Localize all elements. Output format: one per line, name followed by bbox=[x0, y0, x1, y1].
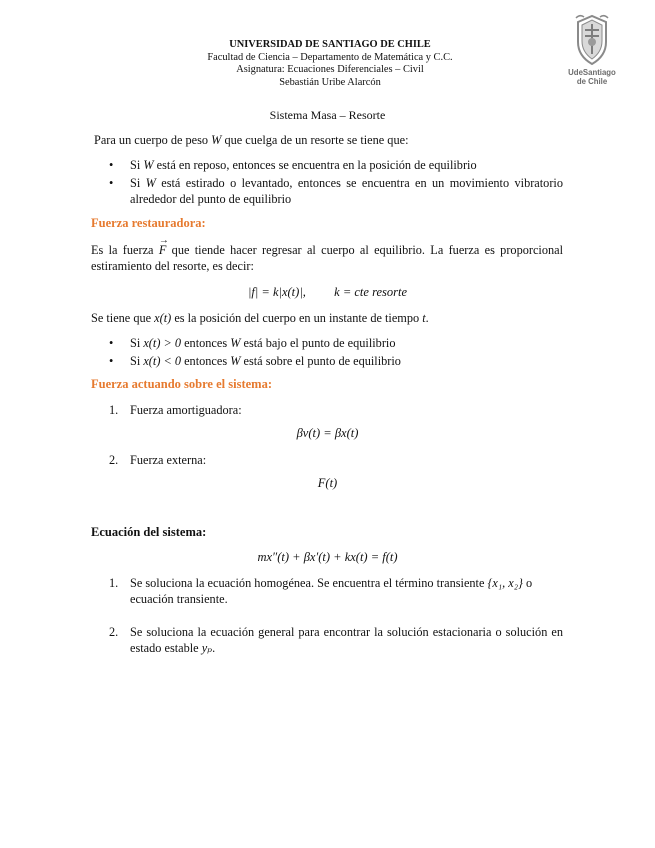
system-equation: mx″(t) + βx′(t) + kx(t) = f(t) bbox=[257, 550, 398, 564]
university-crest-icon bbox=[572, 12, 612, 68]
document-header bbox=[130, 39, 530, 89]
logo-text-line1: UdeSantiago bbox=[568, 68, 616, 77]
damping-equation: βv(t) = βx(t) bbox=[296, 426, 359, 440]
force-vector-var: → F bbox=[158, 235, 169, 257]
force-item-damping: 1. Fuerza amortiguadora: bbox=[109, 403, 242, 417]
course-line: Asignatura: Ecuaciones Diferenciales – Civil bbox=[236, 64, 424, 76]
logo-text-line2: de Chile bbox=[576, 77, 608, 86]
list-item: • Si x(t) < 0 entonces W está sobre el punto de equilibrio bbox=[91, 353, 563, 369]
hooke-equation: |f| = k|x(t)|, k = cte resorte bbox=[247, 285, 408, 299]
university-logo bbox=[566, 12, 618, 92]
external-force-equation: F(t) bbox=[317, 476, 338, 490]
position-paragraph: Se tiene que x(t) es la posición del cuerpo en un instante de tiempo t. bbox=[91, 311, 429, 325]
solution-step-2: 2. Se soluciona la ecuación general para encontrar la solución estacionaria o solución en estado estable yₚ. bbox=[109, 625, 563, 655]
intro-bullet-list bbox=[91, 157, 563, 209]
author-line: Sebastián Uribe Alarcón bbox=[279, 76, 381, 88]
position-bullet-list bbox=[91, 335, 563, 371]
solution-step-1: 1. Se soluciona la ecuación homogénea. Se encuentra el término transiente {x₁, x₂} o ecuación transiente. bbox=[109, 576, 533, 606]
vector-arrow-icon: → bbox=[158, 235, 169, 246]
restoring-force-paragraph: Es la fuerza → F que tiende hacer regresar al cuerpo al equilibrio. La fuerza es proporcional estiramiento del resorte, es decir: bbox=[91, 235, 564, 273]
force-item-external: 2. Fuerza externa: bbox=[109, 453, 207, 467]
weight-var: W bbox=[211, 133, 222, 147]
section-heading-restoring-force: Fuerza restauradora: bbox=[91, 216, 206, 230]
intro-paragraph: Para un cuerpo de peso W que cuelga de un resorte se tiene que: bbox=[94, 133, 409, 147]
university-name: UNIVERSIDAD DE SANTIAGO DE CHILE bbox=[229, 39, 431, 50]
list-item: • Si W está en reposo, entonces se encuentra en la posición de equilibrio bbox=[91, 157, 563, 173]
list-item: • Si x(t) > 0 entonces W está bajo el punto de equilibrio bbox=[91, 335, 563, 351]
list-item: • Si W está estirado o levantado, entonces se encuentra en un movimiento vibratorio alrededor del punto de equilibrio bbox=[91, 175, 563, 207]
section-heading-acting-forces: Fuerza actuando sobre el sistema: bbox=[91, 377, 272, 391]
faculty-line: Facultad de Ciencia – Departamento de Matemática y C.C. bbox=[207, 51, 453, 63]
page-title: Sistema Masa – Resorte bbox=[269, 108, 386, 122]
section-heading-system-equation: Ecuación del sistema: bbox=[91, 525, 207, 539]
